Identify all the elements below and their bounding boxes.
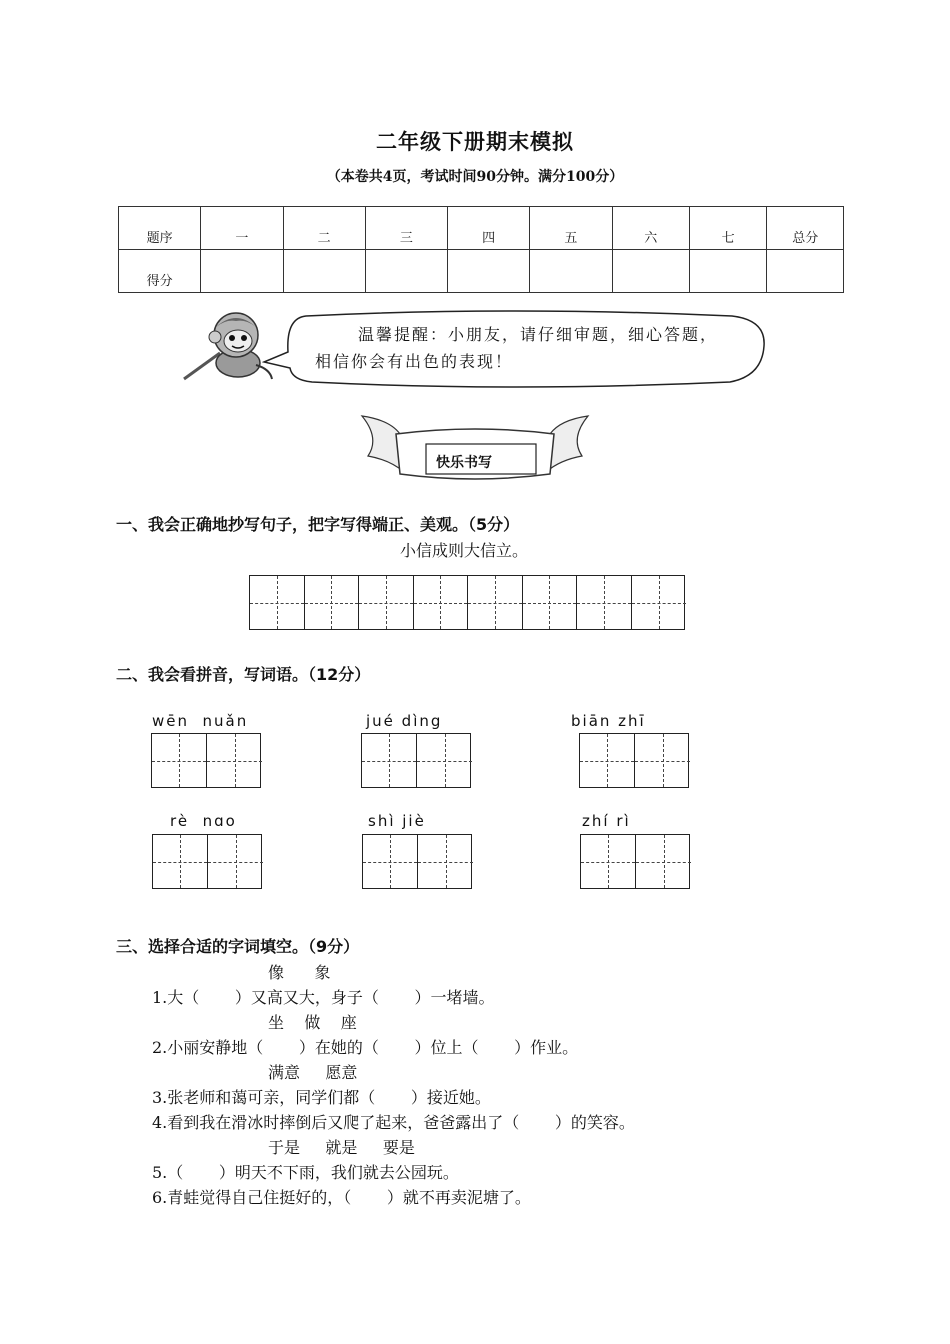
banner-label: 快乐书写 <box>436 455 492 471</box>
page-title: 二年级下册期末模拟 <box>376 129 574 154</box>
writing-grid-word[interactable] <box>152 834 262 889</box>
writing-grid-word[interactable] <box>151 733 261 788</box>
table-cell: 六 <box>612 207 689 250</box>
writing-grid-word[interactable] <box>362 834 472 889</box>
pinyin-label: biān zhī <box>571 712 646 730</box>
table-cell: 题序 <box>119 207 201 250</box>
table-cell: 总分 <box>767 207 844 250</box>
table-cell: 一 <box>201 207 283 250</box>
score-cell[interactable] <box>448 250 530 293</box>
copy-sentence: 小信成则大信立。 <box>400 541 529 560</box>
score-cell[interactable] <box>767 250 844 293</box>
question-3: 3.张老师和蔼可亲，同学们都（ ）接近她。 <box>152 1088 491 1107</box>
section-2-heading: 二、我会看拼音，写词语。（12分） <box>116 665 371 684</box>
reminder-line-1: 温馨提醒：小朋友，请仔细审题，细心答题， <box>358 325 719 344</box>
table-cell: 五 <box>530 207 612 250</box>
table-cell: 得分 <box>119 250 201 293</box>
question-6: 6.青蛙觉得自己住挺好的，（ ）就不再卖泥塘了。 <box>152 1188 531 1207</box>
word-options: 于是 就是 要是 <box>268 1138 415 1157</box>
word-options: 满意 愿意 <box>268 1063 358 1082</box>
table-cell: 二 <box>283 207 365 250</box>
pinyin-label: jué dìng <box>366 712 443 730</box>
section-3-heading: 三、选择合适的字词填空。（9分） <box>116 937 360 956</box>
score-table-score-row <box>119 250 844 293</box>
question-4: 4.看到我在滑冰时摔倒后又爬了起来，爸爸露出了（ ）的笑容。 <box>152 1113 635 1132</box>
ribbon-banner <box>360 412 590 484</box>
pinyin-label: zhí rì <box>582 812 631 830</box>
page-subtitle: （本卷共4页，考试时间90分钟。满分100分） <box>326 169 624 185</box>
score-cell[interactable] <box>283 250 365 293</box>
writing-grid-word[interactable] <box>361 733 471 788</box>
pinyin-label: wēn nuǎn <box>152 712 249 730</box>
score-table-header-row <box>119 207 844 250</box>
question-1: 1.大（ ）又高又大，身子（ ）一堵墙。 <box>152 988 495 1007</box>
writing-grid-word[interactable] <box>579 733 689 788</box>
table-cell: 四 <box>448 207 530 250</box>
writing-grid-1[interactable] <box>249 575 685 630</box>
question-2: 2.小丽安静地（ ）在她的（ ）位上（ ）作业。 <box>152 1038 579 1057</box>
word-options: 坐 做 座 <box>268 1013 357 1032</box>
word-options: 像 象 <box>268 963 331 982</box>
table-cell: 三 <box>365 207 447 250</box>
pinyin-label: shì jiè <box>368 812 426 830</box>
score-cell[interactable] <box>530 250 612 293</box>
question-5: 5.（ ）明天不下雨，我们就去公园玩。 <box>152 1163 459 1182</box>
reminder-line-2: 相信你会有出色的表现！ <box>315 352 514 371</box>
writing-grid-word[interactable] <box>580 834 690 889</box>
section-1-heading: 一、我会正确地抄写句子，把字写得端正、美观。（5分） <box>116 515 520 534</box>
score-cell[interactable] <box>689 250 766 293</box>
score-table <box>118 206 844 293</box>
pinyin-label: rè nɑo <box>170 812 237 830</box>
table-cell: 七 <box>689 207 766 250</box>
score-cell[interactable] <box>201 250 283 293</box>
score-cell[interactable] <box>365 250 447 293</box>
score-cell[interactable] <box>612 250 689 293</box>
